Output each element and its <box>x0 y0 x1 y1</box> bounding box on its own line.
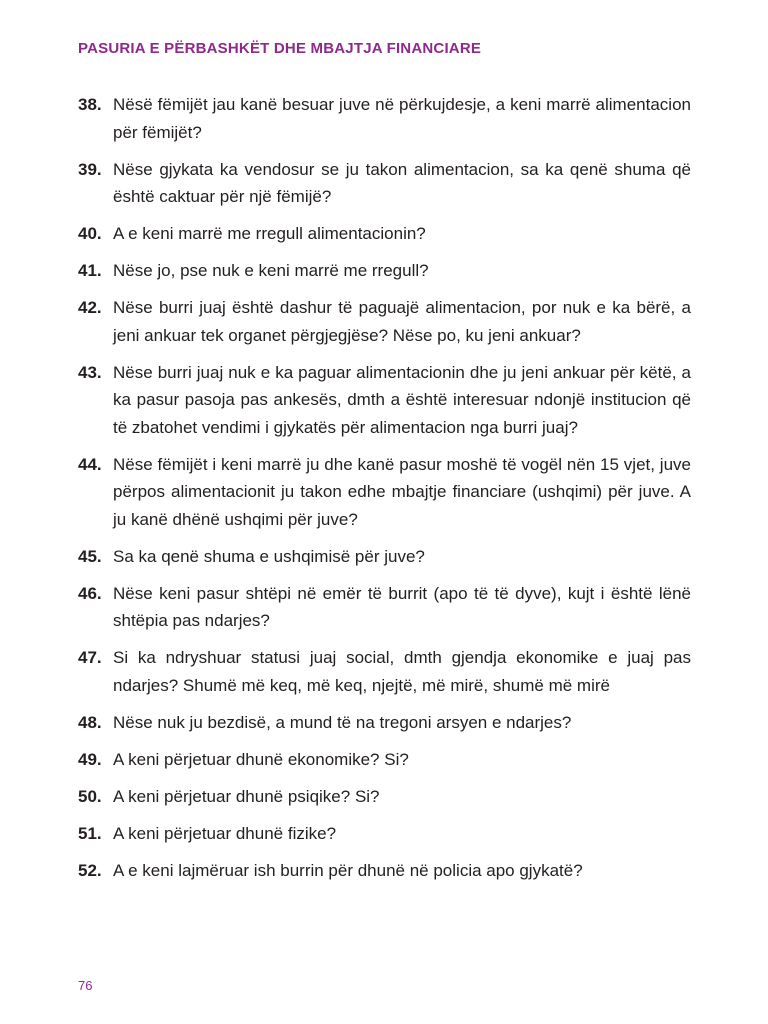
question-number: 40. <box>78 224 102 243</box>
question-text: Nëse burri juaj është dashur të paguajë alimentacion, por nuk e ka bërë, a jeni ankuar tek organet përgjegjëse? Nëse po, ku jeni ankuar? <box>113 298 691 345</box>
question-list <box>78 91 691 894</box>
question-item <box>78 783 691 811</box>
question-number: 49. <box>78 749 102 769</box>
page-header: PASURIA E PËRBASHKËT DHE MBAJTJA FINANCIARE <box>78 40 482 57</box>
question-text: Nëse nuk ju bezdisë, a mund të na tregoni arsyen e ndarjes? <box>113 712 572 732</box>
question-text: Sa ka qenë shuma e ushqimisë për juve? <box>113 546 425 566</box>
question-item <box>78 91 691 146</box>
question-item <box>78 294 691 349</box>
question-number: 39. <box>78 159 102 179</box>
question-text: A keni përjetuar dhunë fizike? <box>113 823 337 843</box>
page-number: 76 <box>78 978 93 993</box>
question-number: 45. <box>78 546 102 566</box>
question-item <box>78 359 691 442</box>
question-number: 47. <box>78 648 102 667</box>
question-item <box>78 257 691 285</box>
question-number: 46. <box>78 583 102 603</box>
question-item <box>78 644 691 699</box>
question-number: 52. <box>78 860 102 880</box>
question-item <box>78 220 691 248</box>
question-number: 41. <box>78 261 102 280</box>
question-text: Si ka ndryshuar statusi juaj social, dmth gjendja ekonomike e juaj pas ndarjes? Shumë më keq, më keq, njejtë, më mirë, shumë më mirë <box>113 648 691 695</box>
question-text: Nëse gjykata ka vendosur se ju takon alimentacion, sa ka qenë shuma që është caktuar për një fëmijë? <box>113 159 691 206</box>
question-text: A keni përjetuar dhunë psiqike? Si? <box>113 786 380 806</box>
question-number: 42. <box>78 298 102 317</box>
question-text: A keni përjetuar dhunë ekonomike? Si? <box>113 749 409 769</box>
question-number: 44. <box>78 454 102 474</box>
question-text: Nëse burri juaj nuk e ka paguar alimentacionin dhe ju jeni ankuar për këtë, a ka pasur pasoja pas ankesës, dmth a është interesuar ndonjë institucion që të zbatohet vendimi i gjykatës për alimentacion nga burri juaj? <box>113 362 691 437</box>
question-number: 48. <box>78 712 102 732</box>
question-text: Nësë fëmijët jau kanë besuar juve në përkujdesje, a keni marrë alimentacion për fëmijët? <box>113 95 691 142</box>
question-text: Nëse keni pasur shtëpi në emër të burrit (apo të të dyve), kujt i është lënë shtëpia pas ndarjes? <box>113 583 691 630</box>
question-number: 43. <box>78 362 102 382</box>
question-item <box>78 709 691 737</box>
question-text: Nëse fëmijët i keni marrë ju dhe kanë pasur moshë të vogël nën 15 vjet, juve përpos alimentacionit ju takon edhe mbajtje financiare (ushqimi) për juve. A ju kanë dhënë ushqimi për juve? <box>113 454 691 529</box>
question-number: 50. <box>78 786 102 806</box>
question-item <box>78 746 691 774</box>
question-item <box>78 857 691 885</box>
question-item <box>78 580 691 635</box>
question-text: Nëse jo, pse nuk e keni marrë me rregull? <box>113 261 429 280</box>
question-number: 51. <box>78 823 102 843</box>
question-item <box>78 451 691 534</box>
question-number: 38. <box>78 95 102 114</box>
question-item <box>78 156 691 211</box>
question-text: A e keni marrë me rregull alimentacionin? <box>113 224 426 243</box>
question-item <box>78 820 691 848</box>
question-item <box>78 543 691 571</box>
question-text: A e keni lajmëruar ish burrin për dhunë në policia apo gjykatë? <box>113 860 583 880</box>
